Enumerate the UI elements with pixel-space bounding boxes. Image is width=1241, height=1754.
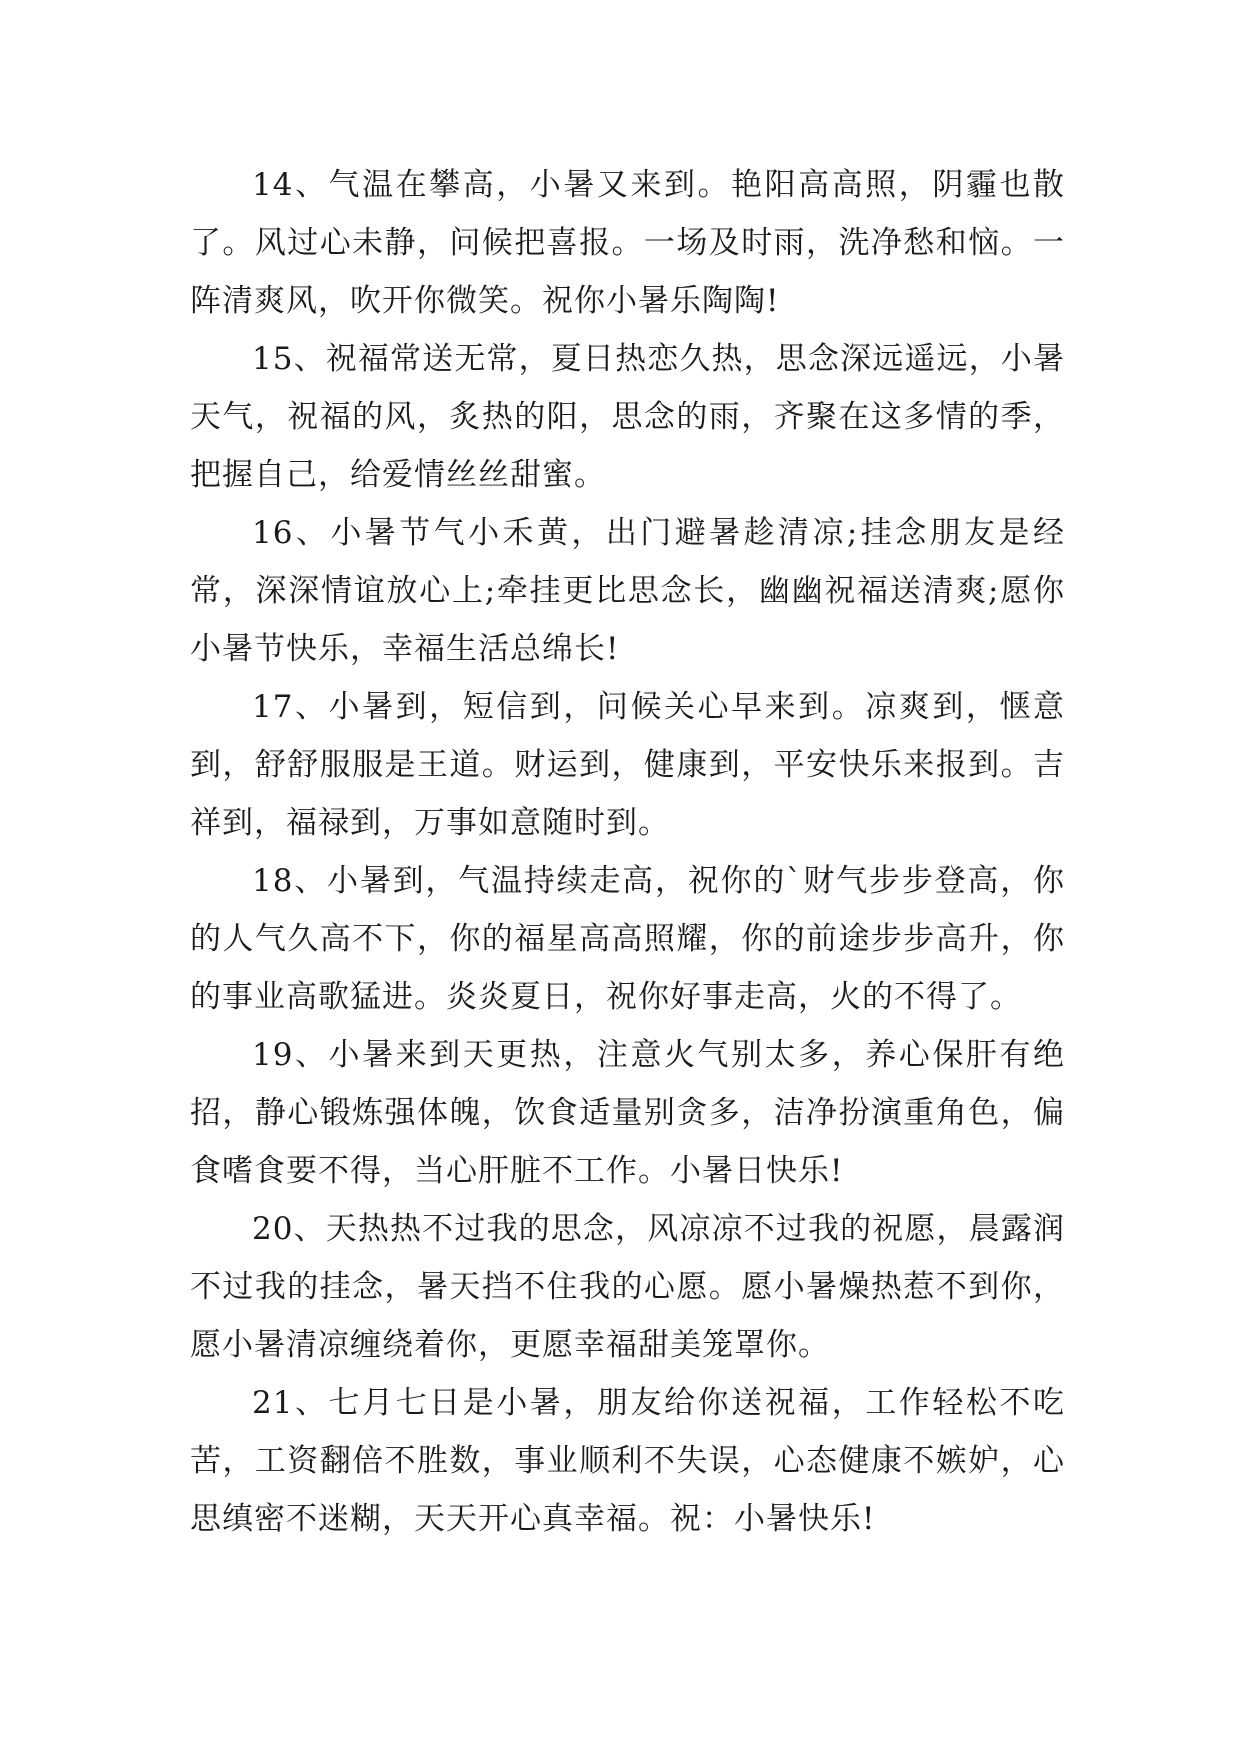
paragraph-20: 20、天热热不过我的思念，风凉凉不过我的祝愿，晨露润不过我的挂念，暑天挡不住我的心愿。愿小暑燥热惹不到你，愿小暑清凉缠绕着你，更愿幸福甜美笼罩你。 [190,1211,1065,1363]
paragraph-19: 19、小暑来到天更热，注意火气别太多，养心保肝有绝招，静心锻炼强体魄，饮食适量别贪多，洁净扮演重角色，偏食嗜食要不得，当心肝脏不工作。小暑日快乐! [190,1037,1065,1189]
document-body [190,156,1065,1548]
paragraph-17: 17、小暑到，短信到，问候关心早来到。凉爽到，惬意到，舒舒服服是王道。财运到，健康到，平安快乐来报到。吉祥到，福禄到，万事如意随时到。 [190,689,1065,841]
paragraph-16: 16、小暑节气小禾黄，出门避暑趁清凉;挂念朋友是经常，深深情谊放心上;牵挂更比思念长，幽幽祝福送清爽;愿你小暑节快乐，幸福生活总绵长! [190,515,1065,667]
paragraph-15: 15、祝福常送无常，夏日热恋久热，思念深远遥远，小暑天气，祝福的风，炙热的阳，思念的雨，齐聚在这多情的季，把握自己，给爱情丝丝甜蜜。 [190,341,1065,493]
paragraph-21: 21、七月七日是小暑，朋友给你送祝福，工作轻松不吃苦，工资翻倍不胜数，事业顺利不失误，心态健康不嫉妒，心思缜密不迷糊，天天开心真幸福。祝：小暑快乐! [190,1385,1065,1537]
paragraph-18: 18、小暑到，气温持续走高，祝你的`财气步步登高，你的人气久高不下，你的福星高高照耀，你的前途步步高升，你的事业高歌猛进。炎炎夏日，祝你好事走高，火的不得了。 [190,863,1065,1015]
paragraph-14: 14、气温在攀高，小暑又来到。艳阳高高照，阴霾也散了。风过心未静，问候把喜报。一场及时雨，洗净愁和恼。一阵清爽风，吹开你微笑。祝你小暑乐陶陶! [190,167,1065,319]
